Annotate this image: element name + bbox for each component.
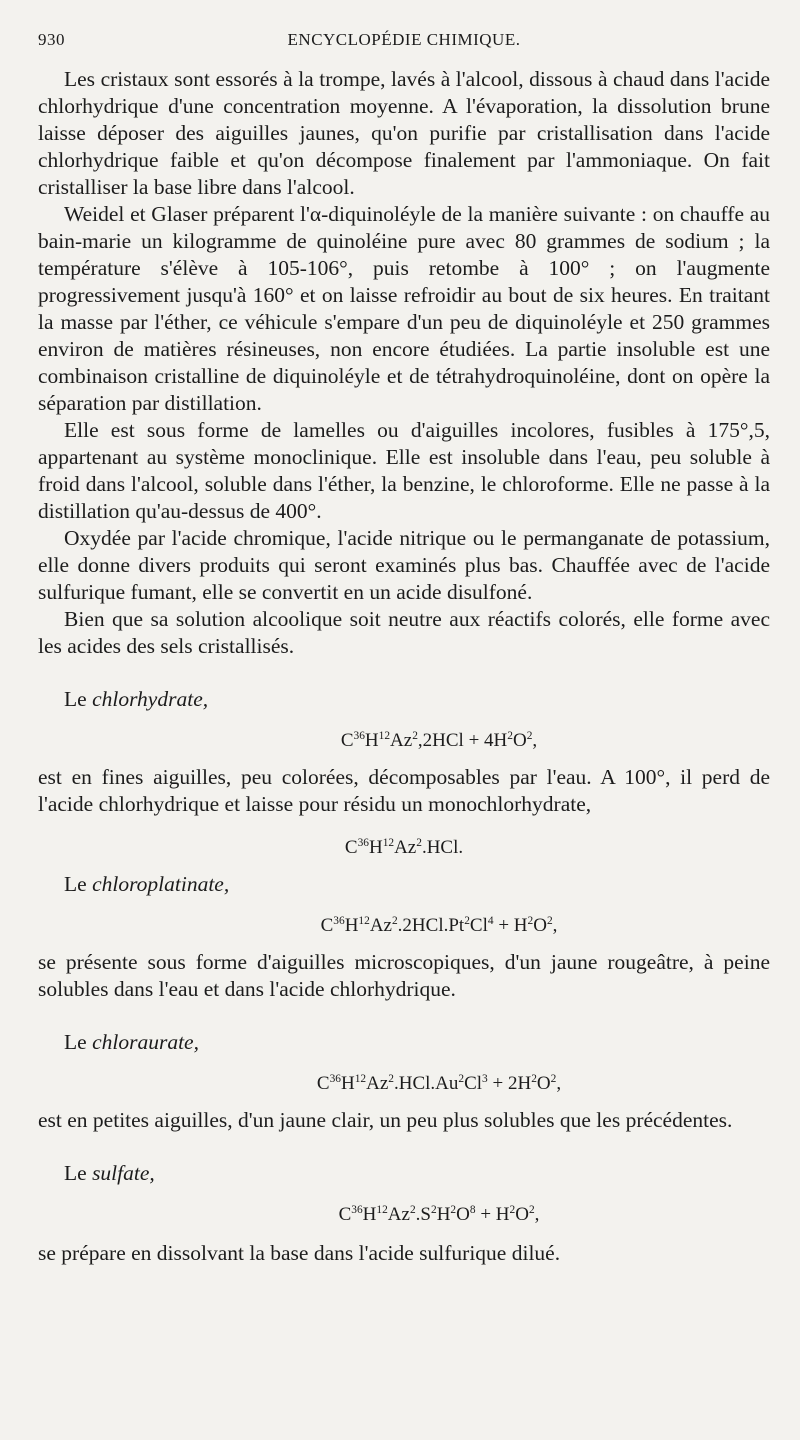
paragraph: Oxydée par l'acide chromique, l'acide nitrique ou le permanganate de potassium, elle donne divers produits qui seront examinés plus bas. Chauffée avec de l'acide sulfurique fumant, elle se convertit en un acide disulfoné. (38, 526, 770, 604)
paragraph: se prépare en dissolvant la base dans l'acide sulfurique dilué. (38, 1241, 561, 1265)
formula-monochlorhydrate: $C^{36}H^{12}Az^2.HCl$. (344, 837, 464, 858)
paragraph: est en petites aiguilles, d'un jaune clair, un peu plus solubles que les précédentes. (38, 1108, 733, 1132)
paragraph: Elle est sous forme de lamelles ou d'aiguilles incolores, fusibles à 175°,5, appartenant au système monoclinique. Elle est insoluble dans l'eau, peu soluble à froid dans l'alcool, soluble dans l'éther, la benzine, le chloroforme. Elle ne passe à la distillation qu'au-dessus de 400°. (38, 418, 770, 523)
salt-label: Le sulfate, (64, 1161, 155, 1185)
running-header (38, 30, 770, 66)
formula-chloroplatinate: $C^{36}H^{12}Az^2.2HCl.Pt^2Cl^4 + H^2O^2$, (320, 915, 558, 936)
salt-label: Le chloroplatinate, (64, 872, 230, 896)
formula-chlorhydrate: $C^{36}H^{12}Az^2,2HCl + 4H^2O^2$, (340, 730, 538, 751)
formula-sulfate: $C^{36}H^{12}Az^2.S^2H^2O^8 + H^2O^2$, (338, 1204, 540, 1225)
page-number: 930 (38, 30, 65, 49)
paragraph: Les cristaux sont essorés à la trompe, lavés à l'alcool, dissous à chaud dans l'acide chlorhydrique d'une concentration moyenne. A l'évaporation, la dissolution brune laisse déposer des aiguilles jaunes, qu'on purifie par cristallisation dans l'acide chlorhydrique faible et qu'on décompose finalement par l'ammoniaque. On fait cristalliser la base libre dans l'alcool. (38, 67, 770, 199)
paragraph: se présente sous forme d'aiguilles microscopiques, d'un jaune rougeâtre, à peine solubles dans l'eau et dans l'acide chlorhydrique. (38, 950, 770, 1001)
body-text (38, 66, 770, 1267)
salt-label: Le chlorhydrate, (64, 687, 209, 711)
paragraph: est en fines aiguilles, peu colorées, décomposables par l'eau. A 100°, il perd de l'acide chlorhydrique et laisse pour résidu un monochlorhydrate, (38, 765, 770, 816)
formula-chloraurate: $C^{36}H^{12}Az^2.HCl.Au^2Cl^3 + 2H^2O^2$, (316, 1073, 562, 1094)
paragraph: Bien que sa solution alcoolique soit neutre aux réactifs colorés, elle forme avec les acides des sels cristallisés. (38, 607, 770, 658)
salt-label: Le chloraurate, (64, 1030, 199, 1054)
running-title: ENCYCLOPÉDIE CHIMIQUE. (287, 30, 521, 49)
paragraph: Weidel et Glaser préparent l'α-diquinoléyle de la manière suivante : on chauffe au bain-marie un kilogramme de quinoléine pure avec 80 grammes de sodium ; la température s'élève à 105-106°, puis retombe à 100° ; on l'augmente progressivement jusqu'à 160° et on laisse refroidir au bout de six heures. En traitant la masse par l'éther, ce véhicule s'empare d'un peu de diquinoléyle et 250 grammes environ de matières résineuses, non encore étudiées. La partie insoluble est une combinaison cristalline de diquinoléyle et de tétrahydroquinoléine, dont on opère la séparation par distillation. (38, 202, 770, 415)
page (38, 30, 770, 1267)
